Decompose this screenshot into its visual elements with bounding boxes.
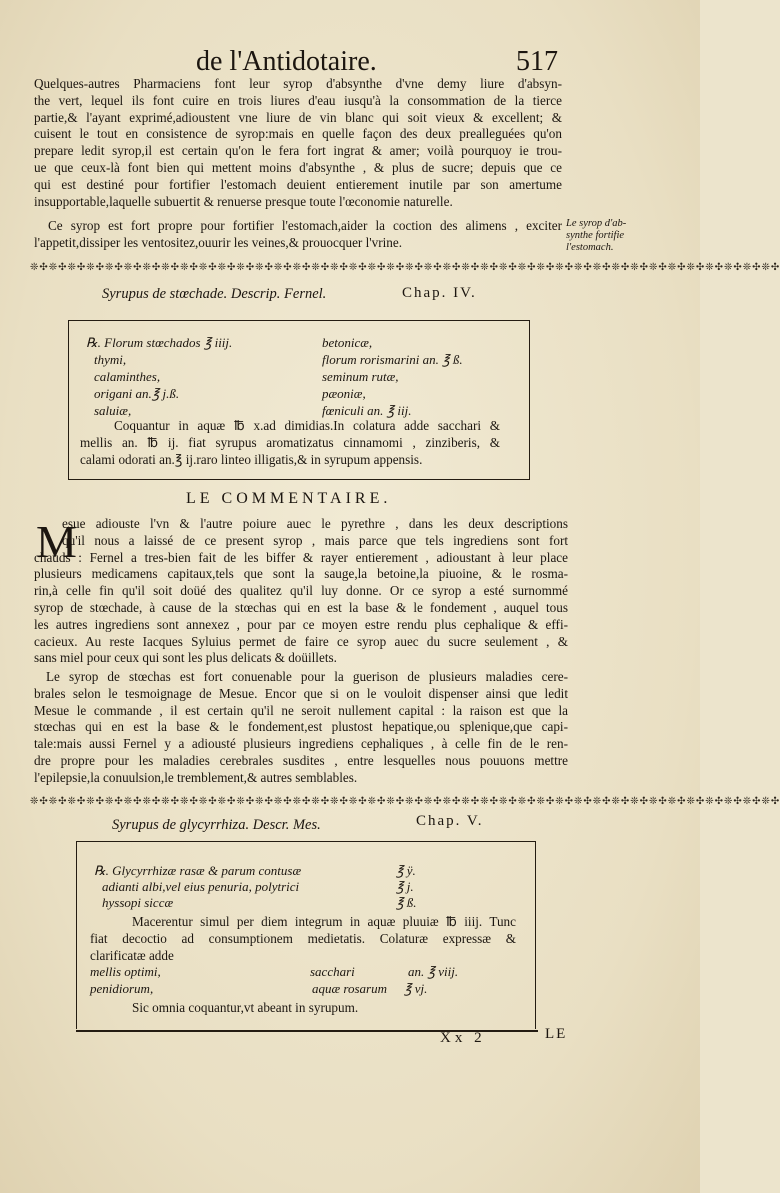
commentary-paragraph-1 bbox=[34, 516, 568, 667]
text-line: chauds : Fernel a tres-bien fait de les biffer & rayer entierement , adioustant à leur place bbox=[34, 549, 568, 565]
ornament-rule: ❊✣❊✣❊✣❊✣❊✣❊✣❊✣❊✣❊✣❊✣❊✣❊✣❊✣❊✣❊✣❊✣❊✣❊✣❊✣❊✣❊✣❊✣❊✣❊✣❊✣❊✣❊✣❊✣❊✣❊✣❊✣❊✣❊✣❊✣❊✣❊✣❊✣❊✣❊✣❊✣ bbox=[30, 262, 780, 273]
text-line: mellis an. ℔ ij. fiat syrupus aromatizatus cinnamomi , zinziberis, & bbox=[80, 434, 500, 450]
text-line: syrop de stœchade, à cause de la stœchas qui en est la base & le fondement , auquel tous bbox=[34, 599, 568, 615]
running-title: de l'Antidotaire. bbox=[196, 46, 377, 77]
recipe-ingredients bbox=[90, 963, 520, 997]
margin-note-line: l'estomach. bbox=[566, 242, 614, 253]
text-line: qu'il nous a laissé de ce present syrop , mais parce que tels ingrediens sont fort bbox=[62, 532, 568, 548]
margin-note-line: Le syrop d'ab- bbox=[566, 218, 627, 229]
page-number: 517 bbox=[516, 46, 558, 77]
chapter-label: Chap. V. bbox=[416, 813, 484, 829]
text-line: calami odorati an.℥ ij.raro linteo illigatis,& in syrupum appensis. bbox=[80, 451, 423, 467]
recipe-closing bbox=[132, 1000, 492, 1017]
text-line: rin,à celle fin qu'il soit doüé des qualitez qu'il luy donne. Or ce syrop a esté surnommé bbox=[34, 583, 568, 599]
ingredient: florum rorismarini an. ℥ ß. bbox=[322, 352, 463, 367]
intro-paragraph-2 bbox=[34, 218, 562, 252]
ingredient-amount: ℥ vj. bbox=[404, 981, 428, 996]
text-line: Coquantur in aquæ ℔ x.ad dimidias.In colatura adde sacchari & bbox=[114, 418, 500, 433]
recipe-title: Syrupus de glycyrrhiza. Descr. Mes. bbox=[112, 817, 321, 833]
text-line: insupportable,laquelle subuertit & renuerse presque toute l'œconomie naturelle. bbox=[34, 193, 453, 209]
text-line: tale:mais aussi Fernel y a adiousté plusieurs ingrediens cephaliques , à celle fin de le ren- bbox=[34, 736, 568, 752]
text-line: Macerentur simul per diem integrum in aquæ pluuiæ ℔ iiij. Tunc bbox=[132, 914, 516, 929]
commentary-paragraph-2 bbox=[34, 669, 568, 787]
text-line: stœchas qui en est la base & le fondement,est plustost hepatique,ou splenique,que capi- bbox=[34, 719, 568, 735]
text-line: cuisent le tout en consistence de syrop:mais en quelle façon des deux prealleguées qu'on bbox=[34, 126, 562, 142]
ingredient-amount: ℥ ß. bbox=[396, 895, 417, 910]
text-line: the vert, lequel ils font cuire en trois liures d'eau iusqu'à la consommation de la tierce bbox=[34, 92, 562, 108]
ingredient: mellis optimi, bbox=[90, 964, 161, 979]
ingredient: ℞. Glycyrrhizæ rasæ & parum contusæ bbox=[94, 863, 302, 878]
margin-note-line: synthe fortifie bbox=[566, 230, 625, 241]
margin-note bbox=[566, 218, 686, 254]
text-line: cacieux. Au reste Iacques Syluius permet de faire ce syrop auec du sucre seulement , & bbox=[34, 633, 568, 649]
ingredient-amount: ℥ ÿ. bbox=[396, 863, 416, 878]
ingredient: origani an.℥ j.ß. bbox=[94, 386, 180, 401]
recipe-instructions bbox=[90, 914, 516, 964]
ingredient: pæoniæ, bbox=[322, 386, 366, 401]
commentary-heading: LE COMMENTAIRE. bbox=[186, 490, 392, 507]
text-line: sans miel pour ceux qui sont les plus delicats & doüillets. bbox=[34, 650, 337, 666]
ingredient: thymi, bbox=[94, 352, 127, 367]
ingredient: seminum rutæ, bbox=[322, 369, 399, 384]
chapter-label: Chap. IV. bbox=[402, 285, 477, 301]
text-line: Mesue le commande , il est certain qu'il ne seroit nullement capital : la raison est que la bbox=[34, 702, 568, 718]
signature-mark: Xx 2 bbox=[440, 1030, 486, 1046]
text-line: prepare ledit syrop,il est certain qu'on le fera fort ingrat & amer; voilà pourquoy ie trou- bbox=[34, 143, 562, 159]
ingredient: betonicæ, bbox=[322, 335, 373, 350]
intro-paragraph bbox=[34, 76, 562, 210]
ornament-rule: ❊✣❊✣❊✣❊✣❊✣❊✣❊✣❊✣❊✣❊✣❊✣❊✣❊✣❊✣❊✣❊✣❊✣❊✣❊✣❊✣❊✣❊✣❊✣❊✣❊✣❊✣❊✣❊✣❊✣❊✣❊✣❊✣❊✣❊✣❊✣❊✣❊✣❊✣❊✣❊✣ bbox=[30, 796, 780, 807]
ingredient-amount: an. ℥ viij. bbox=[408, 964, 459, 979]
text-line: Quelques-autres Pharmaciens font leur syrop d'absynthe d'vne demy liure d'absyn- bbox=[34, 76, 562, 91]
text-line: Le syrop de stœchas est fort conuenable pour la guerison de plusieurs maladies cere- bbox=[46, 669, 568, 684]
recipe-title: Syrupus de stœchade. Descrip. Fernel. bbox=[102, 286, 327, 302]
text-line: brales selon le tesmoignage de Mesue. Encor que si on le vouloit dispenser ainsi que ledit bbox=[34, 685, 568, 701]
ingredient: saluiæ, bbox=[94, 403, 132, 418]
text-line: qui est destiné pour fortifier l'estomach deuient entierement inutile par son amertume bbox=[34, 176, 562, 192]
text-line: les autres ingrediens sont annexez , pour par ce moyen estre rendu plus cephalique & effi- bbox=[34, 616, 568, 632]
recipe-ingredients bbox=[86, 334, 516, 419]
ingredient: aquæ rosarum bbox=[312, 981, 388, 996]
ingredient: hyssopi siccæ bbox=[102, 895, 174, 910]
text-line: Ce syrop est fort propre pour fortifier l'estomach,aider la coction des alimens , exciter bbox=[48, 218, 562, 233]
ingredient: calaminthes, bbox=[94, 369, 161, 384]
text-line: fiat decoctio ad consumptionem medietatis. Colaturæ expressæ & bbox=[90, 930, 516, 946]
text-line: dre propre pour les maladies cerebrales susdites , entre lesquelles nous pouuons mettre bbox=[34, 752, 568, 768]
ingredient-amount: ℥ j. bbox=[396, 879, 414, 894]
catchword: LE bbox=[545, 1026, 568, 1042]
text-line: clarificatæ adde bbox=[90, 947, 174, 963]
ingredient: ℞. Florum stœchados ℥ iiij. bbox=[86, 335, 233, 350]
drop-cap: M bbox=[36, 516, 77, 567]
text-line: ue que ceux-là font bien qui mettent moins d'absynthe , & plus de sucre; depuis que ce bbox=[34, 159, 562, 175]
text-line: l'appetit,dissiper les ventositez,ouurir les veines,& prouocquer l'vrine. bbox=[34, 234, 403, 250]
text-line: Sic omnia coquantur,vt abeant in syrupum. bbox=[132, 1000, 359, 1015]
recipe-instructions bbox=[80, 418, 500, 468]
ingredient: fœniculi an. ℥ iij. bbox=[322, 403, 412, 418]
ingredient: adianti albi,vel eius penuria, polytrici bbox=[102, 879, 300, 894]
text-line: l'epilepsie,la conuulsion,le tremblement,& autres semblables. bbox=[34, 769, 358, 785]
ingredient: penidiorum, bbox=[90, 981, 154, 996]
text-line: partie,& l'ayant exprimé,adioustent vne liure de vin blanc qui soit vieux & excellent; & bbox=[34, 109, 562, 125]
text-line: esue adiouste l'vn & l'autre poiure auec le pyrethre , dans les deux descriptions bbox=[62, 516, 568, 531]
text-line: plusieurs medicamens capitaux,tels que sont la sauge,la betoine,la piuoine, & le rosma- bbox=[34, 566, 568, 582]
recipe-ingredients bbox=[94, 862, 524, 910]
ingredient: sacchari bbox=[310, 964, 355, 979]
